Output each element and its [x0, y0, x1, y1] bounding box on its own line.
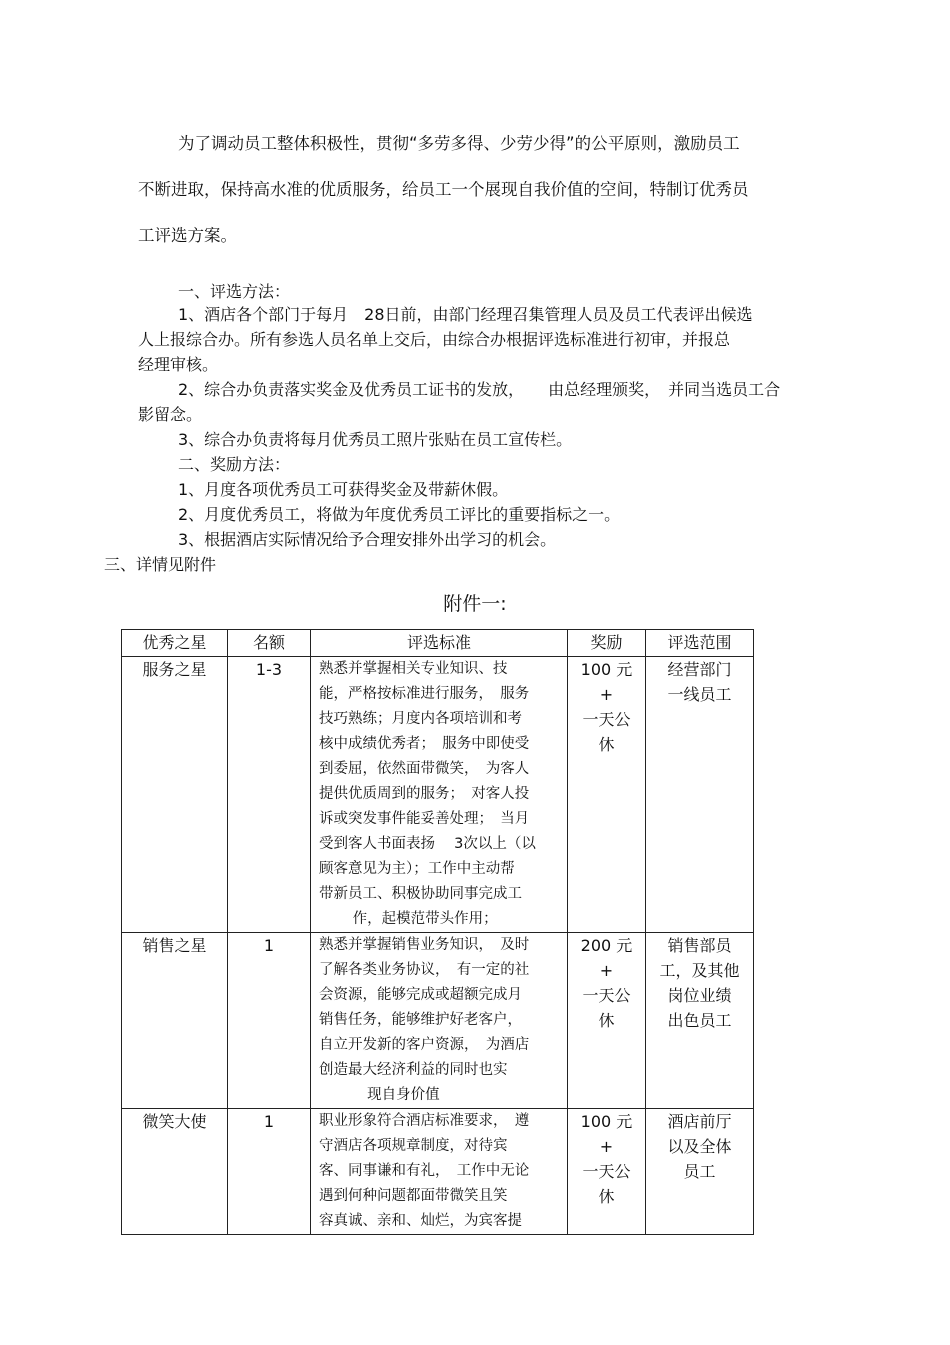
details-heading: 三、详情见附件 [104, 555, 217, 574]
method-item-2-line-2: 影留念。 [138, 405, 203, 424]
criteria-line: 了解各类业务协议， 有一定的社 [319, 962, 530, 978]
table-header-row [122, 630, 754, 657]
criteria-line: 能，严格按标准进行服务， 服务 [319, 686, 530, 702]
reward-item-2: 2、月度优秀员工，将做为年度优秀员工评比的重要指标之一。 [178, 505, 621, 524]
awards-table [121, 629, 754, 1235]
reward-cell [568, 1109, 646, 1235]
scope-cell [646, 933, 754, 1109]
header-star: 优秀之星 [122, 630, 228, 657]
criteria-line: 技巧熟练；月度内各项培训和考 [319, 711, 522, 727]
table-row [122, 933, 754, 1109]
criteria-line: 职业形象符合酒店标准要求， 遵 [319, 1113, 530, 1129]
header-reward: 奖励 [568, 630, 646, 657]
scope-cell [646, 657, 754, 933]
reward-line: + [599, 685, 614, 704]
criteria-line: 守酒店各项规章制度，对待宾 [319, 1138, 508, 1154]
reward-heading: 二、奖励方法： [178, 455, 291, 474]
reward-line: 一天公 [582, 986, 631, 1005]
header-criteria: 评选标准 [311, 630, 568, 657]
criteria-line: 销售任务，能够维护好老客户， [319, 1012, 522, 1028]
reward-line: 200 元 [580, 936, 633, 955]
star-cell: 微笑大使 [122, 1109, 228, 1235]
criteria-line: 会资源，能够完成或超额完成月 [319, 987, 522, 1003]
quota-cell: 1 [228, 1109, 311, 1235]
header-scope: 评选范围 [646, 630, 754, 657]
criteria-line: 熟悉并掌握销售业务知识， 及时 [319, 937, 530, 953]
criteria-line: 提供优质周到的服务； 对客人投 [319, 786, 530, 802]
scope-line: 经营部门 [667, 660, 732, 679]
table-row [122, 657, 754, 933]
criteria-line: 受到客人书面表扬 3次以上（以 [319, 836, 536, 852]
criteria-line: 到委屈，依然面带微笑， 为客人 [319, 761, 530, 777]
reward-line: 休 [598, 735, 615, 754]
method-item-1-line-1: 1、酒店各个部门于每月 28日前，由部门经理召集管理人员及员工代表评出候选 [178, 305, 753, 324]
attachment-title: 附件一: [443, 593, 507, 615]
reward-cell [568, 933, 646, 1109]
star-cell: 服务之星 [122, 657, 228, 933]
criteria-line: 诉或突发事件能妥善处理； 当月 [319, 811, 530, 827]
table-row [122, 1109, 754, 1235]
reward-line: 一天公 [582, 710, 631, 729]
reward-item-3: 3、根据酒店实际情况给予合理安排外出学习的机会。 [178, 530, 557, 549]
criteria-line: 顾客意见为主）；工作中主动帮 [319, 861, 515, 877]
scope-cell [646, 1109, 754, 1235]
criteria-line: 现自身价值 [319, 1087, 440, 1103]
scope-line: 酒店前厅 [667, 1112, 732, 1131]
reward-line: 一天公 [582, 1162, 631, 1181]
criteria-line: 自立开发新的客户资源， 为酒店 [319, 1037, 530, 1053]
reward-line: + [599, 961, 614, 980]
scope-line: 员工 [683, 1162, 716, 1181]
method-item-1-line-3: 经理审核。 [138, 355, 219, 374]
scope-line: 销售部员 [667, 936, 732, 955]
reward-cell [568, 657, 646, 933]
criteria-cell [311, 933, 568, 1109]
scope-line: 以及全体 [667, 1137, 732, 1156]
method-item-2-line-1: 2、综合办负责落实奖金及优秀员工证书的发放， 由总经理颁奖， 并同当选员工合 [178, 380, 781, 399]
method-item-1-line-2: 人上报综合办。所有参选人员名单上交后，由综合办根据评选标准进行初审，并报总 [138, 330, 731, 349]
criteria-line: 作，起模范带头作用； [319, 911, 498, 927]
method-item-3: 3、综合办负责将每月优秀员工照片张贴在员工宣传栏。 [178, 430, 573, 449]
reward-item-1: 1、月度各项优秀员工可获得奖金及带薪休假。 [178, 480, 509, 499]
scope-line: 工，及其他 [659, 961, 740, 980]
header-quota: 名额 [228, 630, 311, 657]
intro-line-1: 为了调动员工整体积极性，贯彻“多劳多得、少劳少得”的公平原则，激励员工 [178, 134, 740, 153]
criteria-line: 熟悉并掌握相关专业知识、技 [319, 661, 508, 677]
criteria-cell [311, 657, 568, 933]
reward-line: 100 元 [580, 660, 633, 679]
criteria-line: 遇到何种问题都面带微笑且笑 [319, 1188, 508, 1204]
criteria-cell [311, 1109, 568, 1235]
scope-line: 岗位业绩 [667, 986, 732, 1005]
intro-line-3: 工评选方案。 [138, 226, 237, 245]
scope-line: 一线员工 [667, 685, 732, 704]
criteria-line: 核中成绩优秀者； 服务中即使受 [319, 736, 530, 752]
method-heading: 一、评选方法： [178, 282, 291, 301]
criteria-line: 带新员工、积极协助同事完成工 [319, 886, 522, 902]
scope-line: 出色员工 [667, 1011, 732, 1030]
reward-line: 100 元 [580, 1112, 633, 1131]
criteria-line: 容真诚、亲和、灿烂，为宾客提 [319, 1213, 522, 1229]
reward-line: 休 [598, 1011, 615, 1030]
reward-line: + [599, 1137, 614, 1156]
intro-line-2: 不断进取，保持高水准的优质服务，给员工一个展现自我价值的空间，特制订优秀员 [138, 180, 749, 199]
reward-line: 休 [598, 1187, 615, 1206]
quota-cell: 1 [228, 933, 311, 1109]
criteria-line: 客、同事谦和有礼， 工作中无论 [319, 1163, 530, 1179]
criteria-line: 创造最大经济利益的同时也实 [319, 1062, 508, 1078]
quota-cell: 1-3 [228, 657, 311, 933]
star-cell: 销售之星 [122, 933, 228, 1109]
